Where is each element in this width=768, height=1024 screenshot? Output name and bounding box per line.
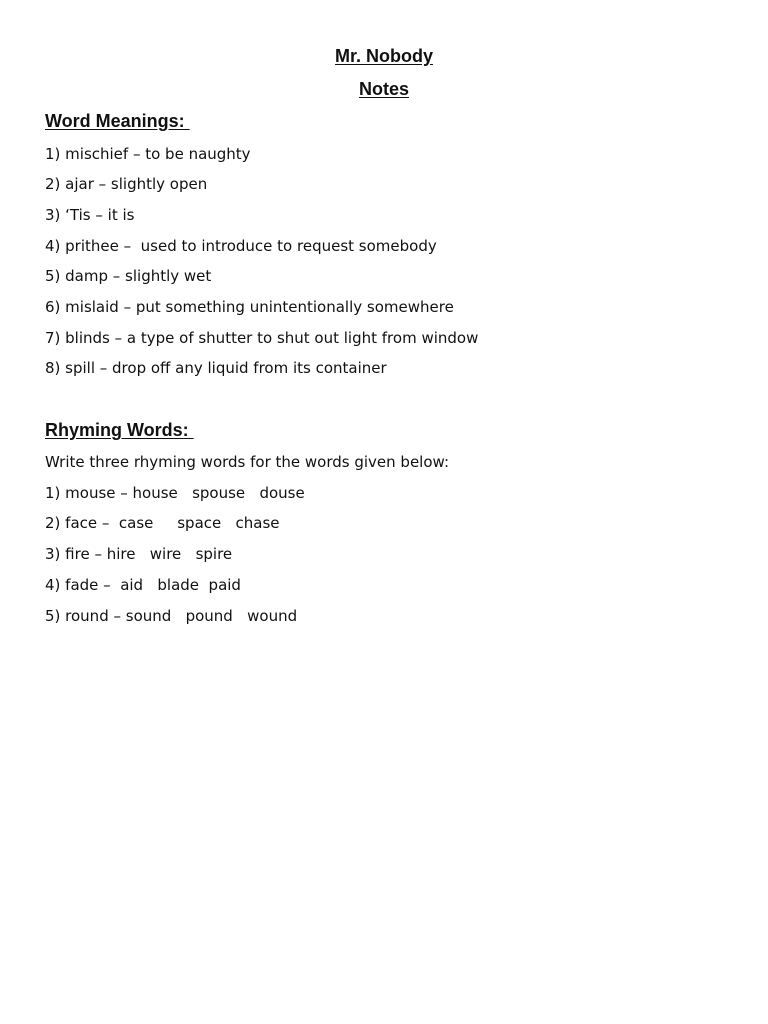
word-meaning-item: 1) mischief – to be naughty: [45, 145, 251, 163]
word-meaning-item: 5) damp – slightly wet: [45, 267, 212, 285]
rhyming-words-heading: Rhyming Words:: [45, 420, 194, 440]
rhyming-word-item: 3) fire – hire wire spire: [45, 545, 233, 563]
word-meaning-item: 7) blinds – a type of shutter to shut out light from window: [45, 329, 479, 347]
word-meanings-heading: Word Meanings:: [45, 111, 190, 131]
document-subtitle: Notes: [358, 79, 409, 99]
word-meaning-item: 6) mislaid – put something unintentionally somewhere: [45, 298, 454, 316]
document-title: Mr. Nobody: [335, 46, 433, 66]
word-meaning-item: 3) ‘Tis – it is: [45, 206, 135, 224]
rhyming-word-item: 1) mouse – house spouse douse: [45, 484, 305, 502]
rhyming-words-instruction: Write three rhyming words for the words given below:: [45, 453, 450, 471]
word-meaning-item: 8) spill – drop off any liquid from its container: [45, 359, 387, 377]
rhyming-word-item: 2) face – case space chase: [45, 514, 280, 532]
rhyming-word-item: 5) round – sound pound wound: [45, 607, 298, 625]
word-meaning-item: 4) prithee – used to introduce to request somebody: [45, 237, 437, 255]
rhyming-word-item: 4) fade – aid blade paid: [45, 576, 241, 594]
word-meaning-item: 2) ajar – slightly open: [45, 175, 208, 193]
